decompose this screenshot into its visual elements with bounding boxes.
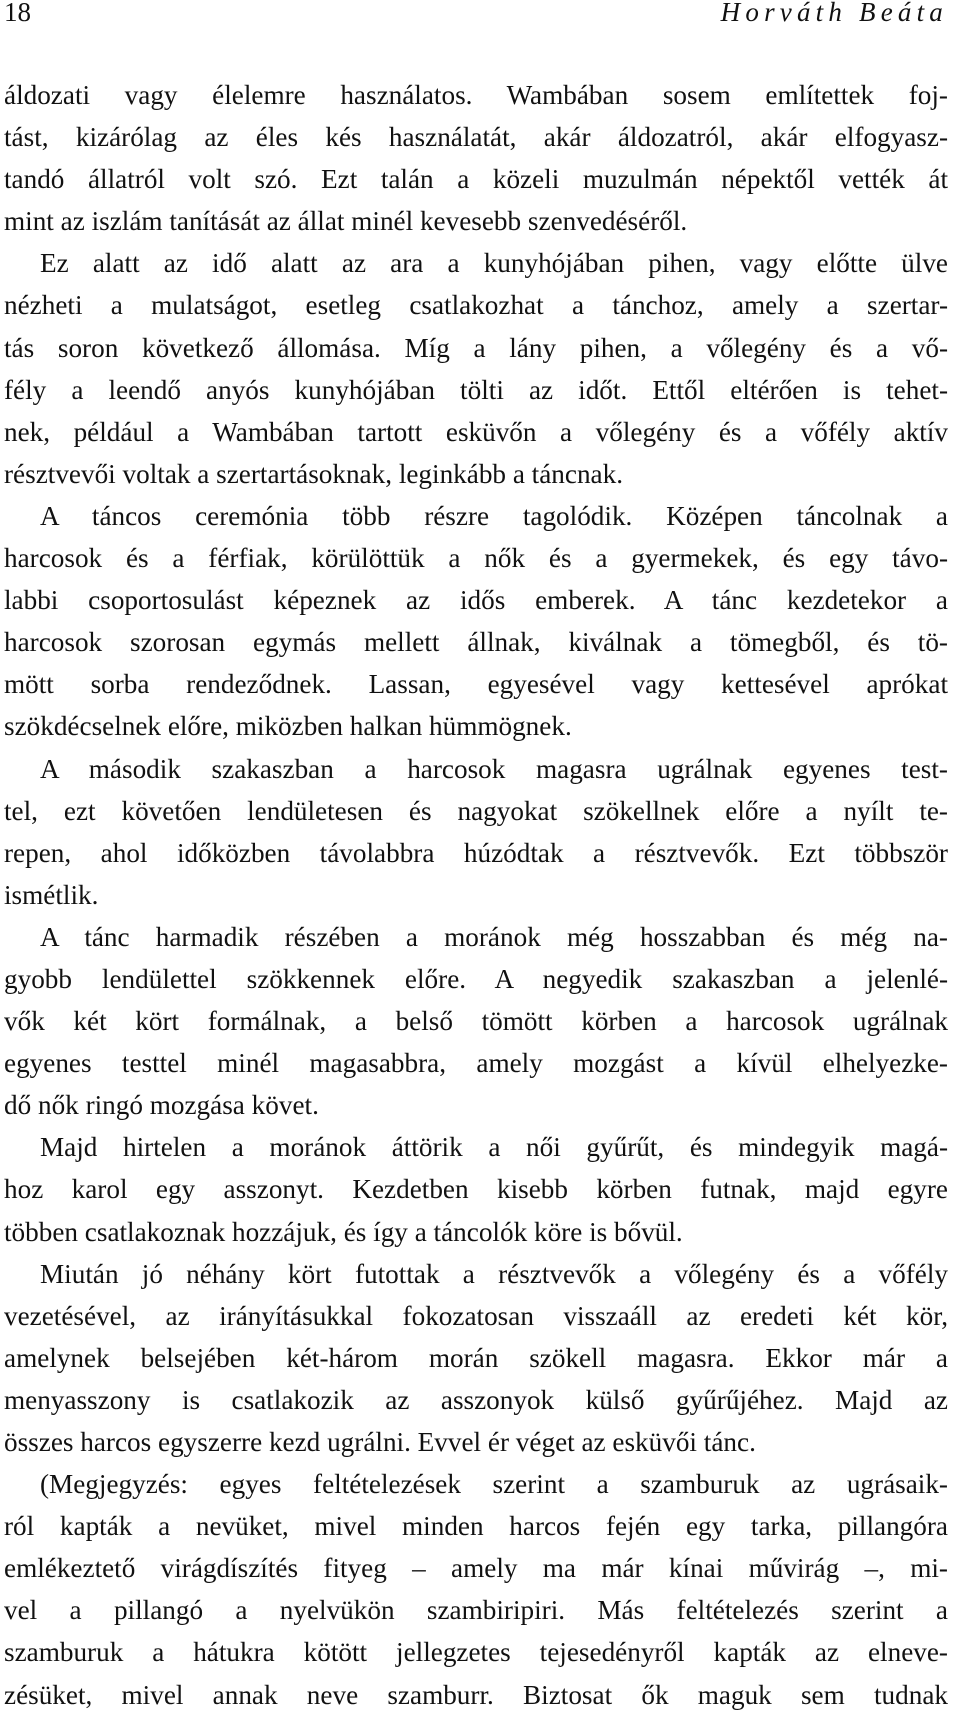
text-line: harcosok szorosan egymás mellett állnak, kiválnak a tömegből, és tö- (4, 627, 948, 658)
paragraph (4, 495, 948, 748)
paragraph (4, 1126, 948, 1252)
text-line: vezetésével, az irányításukkal fokozatosan visszaáll az eredeti két kör, (4, 1300, 948, 1331)
text-line: szökdécselnek előre, miközben halkan hümmögnek. (4, 711, 572, 742)
text-line: összes harcos egyszerre kezd ugrálni. Evvel ér véget az esküvői tánc. (4, 1427, 756, 1457)
text-line: áldozati vagy élelemre használatos. Wambában sosem említettek foj- (4, 80, 948, 110)
text-line: tandó állatról volt szó. Ezt talán a közeli muzulmán népektől vették át (4, 164, 948, 195)
text-line: zésüket, mivel annak neve szamburr. Biztosat ők maguk sem tudnak (4, 1679, 948, 1710)
page-header (4, 0, 948, 40)
text-line: harcosok és a férfiak, körülöttük a nők és a gyermekek, és egy távo- (4, 543, 948, 574)
running-head-author: Horváth Beáta (720, 0, 948, 27)
paragraph (4, 1463, 948, 1716)
text-line: Majd hirtelen a moránok áttörik a női gyűrűt, és mindegyik magá- (40, 1132, 948, 1163)
text-line: szamburuk a hátukra kötött jellegzetes tejesedényről kapták az elneve- (4, 1637, 948, 1668)
text-line: nézheti a mulatságot, esetleg csatlakozhat a tánchoz, amely a szertar- (4, 290, 948, 321)
text-line: ról kapták a nevüket, mivel minden harcos fején egy tarka, pillangóra (4, 1511, 948, 1542)
text-line: emlékeztető virágdíszítés fityeg – amely ma már kínai művirág –, mi- (4, 1553, 948, 1584)
paragraph (4, 748, 948, 916)
text-line: résztvevői voltak a szertartásoknak, leginkább a táncnak. (4, 458, 624, 489)
text-line: repen, ahol időközben távolabbra húzódtak a résztvevők. Ezt többször (4, 837, 948, 868)
text-line: gyobb lendülettel szökkennek előre. A negyedik szakaszban a jelenlé- (4, 963, 948, 994)
text-line: (Megjegyzés: egyes feltételezések szerint a szamburuk az ugrásaik- (40, 1469, 948, 1500)
text-line: dő nők ringó mozgása követ. (4, 1090, 319, 1121)
text-line: többen csatlakoznak hozzájuk, és így a táncolók köre is bővül. (4, 1216, 683, 1247)
text-line: tel, ezt követően lendületesen és nagyokat szökellnek előre a nyílt te- (4, 795, 948, 826)
text-line: labbi csoportosulást képeznek az idős emberek. A tánc kezdetekor a (4, 585, 948, 616)
page-number: 18 (4, 0, 31, 27)
text-line: nek, például a Wambában tartott esküvőn a vőlegény és a vőfély aktív (4, 416, 948, 447)
paragraph (4, 916, 948, 1126)
text-line: mint az iszlám tanítását az állat minél kevesebb szenvedéséről. (4, 206, 688, 237)
text-line: A táncos ceremónia több részre tagolódik. Középen táncolnak a (40, 500, 948, 531)
paragraph (4, 1253, 948, 1463)
paragraph (4, 74, 948, 242)
text-line: tást, kizárólag az éles kés használatát, akár áldozatról, akár elfogyasz- (4, 122, 948, 153)
text-line: menyasszony is csatlakozik az asszonyok külső gyűrűjéhez. Majd az (4, 1384, 948, 1415)
text-line: hoz karol egy asszonyt. Kezdetben kisebb körben futnak, majd egyre (4, 1174, 948, 1205)
text-line: amelynek belsejében két-három morán szökell magasra. Ekkor már a (4, 1342, 948, 1373)
text-line: Ez alatt az idő alatt az ara a kunyhójában pihen, vagy előtte ülve (40, 248, 948, 279)
body-text (4, 74, 948, 1716)
text-line: vők két kört formálnak, a belső tömött körben a harcosok ugrálnak (4, 1006, 948, 1037)
text-line: Miután jó néhány kört futottak a résztvevők a vőlegény és a vőfély (40, 1258, 948, 1289)
text-line: egyenes testtel minél magasabbra, amely mozgást a kívül elhelyezke- (4, 1048, 948, 1079)
text-line: fély a leendő anyós kunyhójában tölti az időt. Ettől eltérően is tehet- (4, 374, 948, 405)
paragraph (4, 242, 948, 495)
text-line: A második szakaszban a harcosok magasra ugrálnak egyenes test- (40, 753, 948, 784)
text-line: A tánc harmadik részében a moránok még hosszabban és még na- (40, 921, 948, 952)
text-line: ismétlik. (4, 879, 99, 910)
text-line: tás soron következő állomása. Míg a lány pihen, a vőlegény és a vő- (4, 332, 948, 363)
text-line: vel a pillangó a nyelvükön szambiripiri. Más feltételezés szerint a (4, 1595, 948, 1626)
text-line: mött sorba rendeződnek. Lassan, egyesével vagy kettesével aprókat (4, 669, 948, 700)
